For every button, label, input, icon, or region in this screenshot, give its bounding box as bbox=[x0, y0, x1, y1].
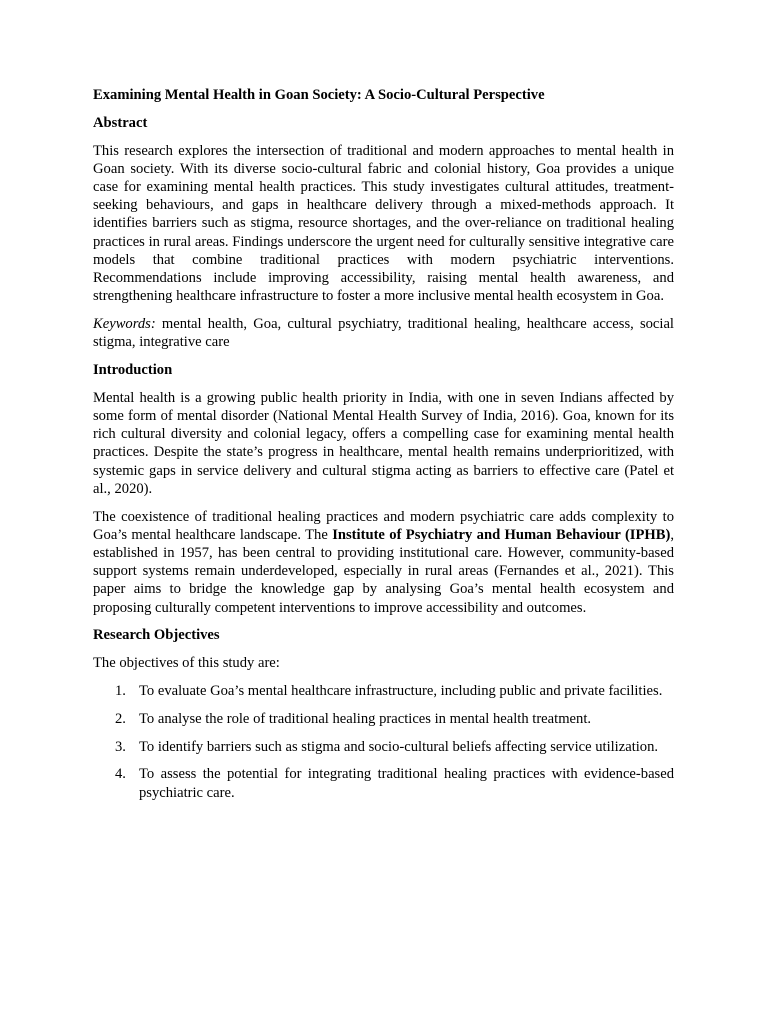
iphb-bold-name: Institute of Psychiatry and Human Behaviour (IPHB) bbox=[332, 526, 671, 543]
list-item-number: 3. bbox=[115, 738, 126, 755]
list-item bbox=[93, 738, 674, 756]
abstract-heading: Abstract bbox=[93, 114, 148, 131]
objectives-intro: The objectives of this study are: bbox=[93, 655, 280, 672]
objectives-heading: Research Objectives bbox=[93, 627, 220, 644]
document-title: Examining Mental Health in Goan Society: A Socio-Cultural Perspective bbox=[93, 87, 545, 103]
list-item-text: To identify barriers such as stigma and socio-cultural beliefs affecting service utilization. bbox=[139, 738, 659, 755]
abstract-paragraph: This research explores the intersection of traditional and modern approaches to mental health in Goan society. With its diverse socio-cultural fabric and colonial history, Goa provides a unique case for examining mental health practices. This study investigates cultural attitudes, treatment-seeking behaviours, and gaps in healthcare delivery through a mixed-methods approach. It identifies barriers such as stigma, resource shortages, and the over-reliance on traditional healing practices in rural areas. Findings underscore the urgent need for culturally sensitive integrative care models that combine traditional practices with modern psychiatric interventions. Recommendations include improving accessibility, raising mental health awareness, and strengthening healthcare infrastructure to foster a more inclusive mental health ecosystem in Goa. bbox=[93, 142, 674, 305]
list-item bbox=[93, 710, 674, 728]
keywords-paragraph bbox=[93, 315, 674, 351]
intro-p2-text-before: The coexistence of traditional healing practices and modern psychiatric care adds complexity to Goa’s mental healthcare landscape. The bbox=[93, 508, 674, 543]
list-item bbox=[93, 682, 674, 700]
document-page bbox=[93, 86, 674, 811]
keywords-label: Keywords: bbox=[93, 316, 156, 333]
list-item-number: 1. bbox=[115, 683, 126, 700]
intro-p2-text-after: , established in 1957, has been central to providing institutional care. However, community-based support systems remain underdeveloped, especially in rural areas (Fernandes et al., 2021). This paper aims to bridge the knowledge gap by analysing Goa’s mental health ecosystem and proposing culturally competent interventions to improve accessibility and outcomes. bbox=[93, 526, 675, 616]
keywords-list: mental health, Goa, cultural psychiatry, traditional healing, healthcare access, social stigma, integrative care bbox=[93, 316, 674, 351]
list-item-text: To evaluate Goa’s mental healthcare infrastructure, including public and private facilities. bbox=[139, 683, 663, 700]
objectives-list bbox=[93, 682, 674, 802]
introduction-heading: Introduction bbox=[93, 362, 173, 379]
list-item-number: 2. bbox=[115, 710, 126, 727]
list-item-text: To assess the potential for integrating traditional healing practices with evidence-based psychiatric care. bbox=[139, 766, 674, 801]
introduction-paragraph-1: Mental health is a growing public health priority in India, with one in seven Indians affected by some form of mental disorder (National Mental Health Survey of India, 2016). Goa, known for its rich cultural diversity and colonial legacy, offers a compelling case for examining mental health practices. Despite the state’s progress in healthcare, mental health remains underprioritized, with systemic gaps in service delivery and cultural stigma acting as barriers to effective care (Patel et al., 2020). bbox=[93, 389, 674, 497]
list-item bbox=[93, 765, 674, 801]
list-item-text: To analyse the role of traditional healing practices in mental health treatment. bbox=[139, 710, 592, 727]
introduction-paragraph-2 bbox=[93, 508, 674, 617]
list-item-number: 4. bbox=[115, 766, 126, 783]
